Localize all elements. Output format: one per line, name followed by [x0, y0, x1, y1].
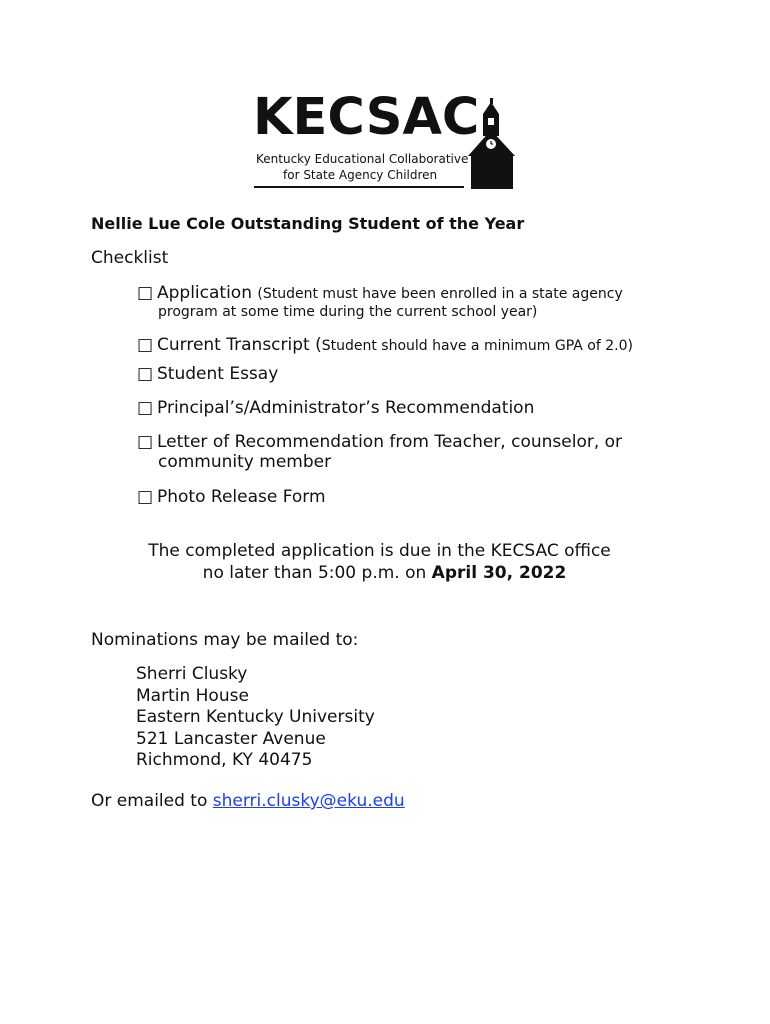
email-link[interactable]: sherri.clusky@eku.edu [212, 791, 405, 811]
schoolhouse-icon [453, 96, 523, 191]
address-line: 521 Lancaster Avenue [136, 728, 326, 749]
checklist-item-transcript: □ Current Transcript (Student should have a minimum GPA of 2.0) [137, 335, 633, 355]
checkbox-icon: □ [137, 487, 154, 507]
application-note-continued: program at some time during the current school year) [158, 304, 538, 320]
address-line: Richmond, KY 40475 [136, 750, 313, 770]
logo-wordmark: KECSAC [253, 88, 480, 147]
page-title: Nellie Lue Cole Outstanding Student of the Year [91, 214, 525, 233]
logo-tagline-2: for State Agency Children [283, 168, 438, 182]
kecsac-logo [250, 88, 520, 194]
email-line: Or emailed to sherri.clusky@eku.edu [91, 791, 405, 811]
checklist-item-application: □ Application (Student must have been enrolled in a state agency [137, 283, 623, 303]
checklist-item-letter: □ Letter of Recommendation from Teacher, counselor, or [137, 432, 623, 452]
due-date: April 30, 2022 [431, 563, 567, 583]
checklist-item-principal: □ Principal’s/Administrator’s Recommendation [137, 398, 535, 418]
checkbox-icon: □ [137, 335, 154, 355]
due-line-1: The completed application is due in the KECSAC office [148, 541, 611, 561]
checkbox-icon: □ [137, 283, 154, 303]
checkbox-icon: □ [137, 398, 154, 418]
address-line: Martin House [136, 685, 249, 706]
due-line-2: no later than 5:00 p.m. on April 30, 2022 [202, 563, 567, 583]
checklist-item-essay: □ Student Essay [137, 364, 279, 384]
checkbox-icon: □ [137, 432, 154, 452]
checklist-item-photo: □ Photo Release Form [137, 487, 326, 507]
logo-tagline-1: Kentucky Educational Collaborative [256, 152, 469, 166]
checklist-heading: Checklist [91, 248, 169, 268]
mailing-address [136, 664, 375, 772]
address-line: Eastern Kentucky University [136, 707, 375, 727]
mail-heading: Nominations may be mailed to: [91, 630, 359, 650]
logo-underline [254, 186, 464, 188]
letter-continued: community member [158, 452, 332, 472]
checkbox-icon: □ [137, 364, 154, 384]
address-line: Sherri Clusky [136, 664, 248, 684]
